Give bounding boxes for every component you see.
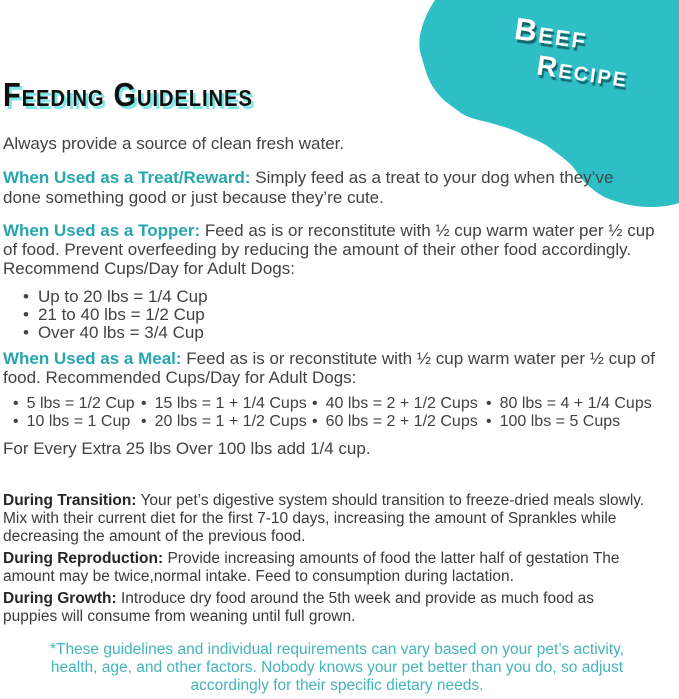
care-reproduction-heading: During Reproduction:: [3, 550, 164, 567]
list-item: • 60 lbs = 2 + 1/2 Cups: [312, 413, 486, 431]
section-meal-body: Feed as is or reconstitute with ½ cup warm water per ½ cup of food. Recommended Cups/Day for Adult Dogs:: [3, 349, 655, 387]
list-item: • 5 lbs = 1/2 Cup: [13, 395, 141, 413]
meal-serving-column: [312, 395, 486, 431]
care-reproduction-body: Provide increasing amounts of food the latter half of gestation The amount may be twice,normal intake. Feed to consumption during lactation.: [3, 550, 620, 585]
care-transition-heading: During Transition:: [3, 492, 137, 509]
section-topper-heading: When Used as a Topper:: [3, 221, 201, 240]
section-treat-body: Simply feed as a treat to your dog when they’ve done something good or just because they’re cute.: [3, 168, 614, 207]
extra-weight-note: For Every Extra 25 lbs Over 100 lbs add 1/4 cup.: [3, 439, 371, 458]
section-treat-reward: [3, 168, 635, 208]
meal-serving-column: [13, 395, 141, 431]
section-treat-heading: When Used as a Treat/Reward:: [3, 168, 251, 187]
list-item: • 100 lbs = 5 Cups: [486, 413, 652, 431]
section-meal: [3, 349, 665, 387]
meal-serving-column: [141, 395, 312, 431]
care-instructions: [3, 492, 671, 626]
section-topper-body: Feed as is or reconstitute with ½ cup warm water per ½ cup of food. Prevent overfeeding by reducing the amount of their other food accordingly. Recommend Cups/Day for Adult Dogs:: [3, 221, 655, 278]
list-item: • 40 lbs = 2 + 1/2 Cups: [312, 395, 486, 413]
meal-serving-column: [486, 395, 652, 431]
care-transition: [3, 492, 651, 546]
recipe-badge-line2: Recipe: [534, 49, 631, 94]
disclaimer-footnote: *These guidelines and individual requirements can vary based on your pet’s activity, health, age, and other factors. Nobody knows your pet better than you do, so adjust accordingly for their specific dietary needs.: [49, 641, 625, 694]
recipe-badge-line1: Beef: [512, 11, 590, 56]
section-meal-heading: When Used as a Meal:: [3, 349, 182, 368]
section-topper: [3, 221, 665, 278]
care-growth: [3, 590, 651, 626]
list-item: • 80 lbs = 4 + 1/4 Cups: [486, 395, 652, 413]
care-growth-body: Introduce dry food around the 5th week and provide as much food as puppies will consume from weaning until full grown.: [3, 590, 595, 625]
care-reproduction: [3, 550, 651, 586]
list-item: • 21 to 40 lbs = 1/2 Cup: [23, 306, 671, 324]
care-transition-body: Your pet’s digestive system should transition to freeze-dried meals slowly. Mix with their current diet for the first 7-10 days, increasing the amount of Sprankles while decreasing the amount of the previous food.: [3, 492, 645, 545]
care-growth-heading: During Growth:: [3, 590, 117, 607]
list-item: • Over 40 lbs = 3/4 Cup: [23, 324, 671, 342]
intro-text: Always provide a source of clean fresh water.: [3, 134, 345, 153]
label-content: [0, 76, 679, 695]
topper-serving-list: [3, 288, 671, 342]
page-title: Feeding Guidelines: [3, 76, 253, 113]
meal-serving-columns: [3, 395, 671, 431]
list-item: • 20 lbs = 1 + 1/2 Cups: [141, 413, 312, 431]
list-item: • Up to 20 lbs = 1/4 Cup: [23, 288, 671, 306]
list-item: • 15 lbs = 1 + 1/4 Cups: [141, 395, 312, 413]
list-item: • 10 lbs = 1 Cup: [13, 413, 141, 431]
